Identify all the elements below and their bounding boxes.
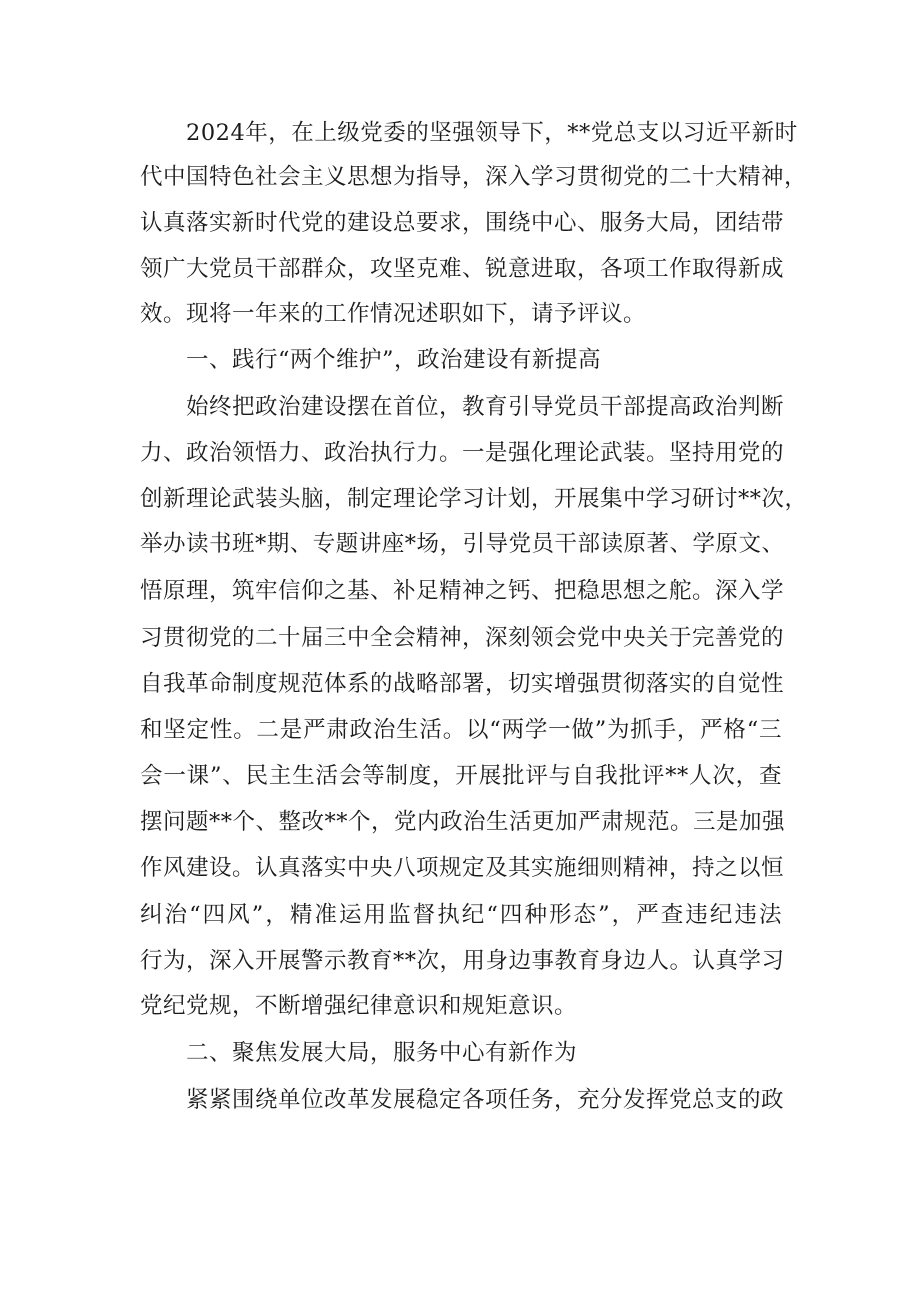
body-line: 力、政治领悟力、政治执行力。一是强化理论武装。坚持用党的 xyxy=(140,440,785,466)
body-line: 会一课”、民主生活会等制度，开展批评与自我批评**人次，查 xyxy=(140,763,782,789)
body-line: 习贯彻党的二十届三中全会精神，深刻领会党中央关于完善党的 xyxy=(140,625,785,651)
body-line: 紧紧围绕单位改革发展稳定各项任务，充分发挥党总支的政 xyxy=(186,1087,785,1113)
body-line: 始终把政治建设摆在首位，教育引导党员干部提高政治判断 xyxy=(186,394,785,420)
body-line: 作风建设。认真落实中央八项规定及其实施细则精神，持之以恒 xyxy=(140,855,785,881)
section-heading-1: 一、践行“两个维护”，政治建设有新提高 xyxy=(186,347,602,373)
body-line: 行为，深入开展警示教育**次，用身边事教育身边人。认真学习 xyxy=(140,948,785,974)
body-line: 纠治“四风”，精准运用监督执纪“四种形态”，严查违纪违法 xyxy=(140,902,782,928)
intro-line: 领广大党员干部群众，攻坚克难、锐意进取，各项工作取得新成 xyxy=(140,256,785,282)
body-line: 自我革命制度规范体系的战略部署，切实增强贯彻落实的自觉性 xyxy=(140,671,785,697)
body-line: 和坚定性。二是严肃政治生活。以“两学一做”为抓手，严格“三 xyxy=(140,717,782,743)
intro-line: 2024年，在上级党委的坚强领导下，**党总支以习近平新时 xyxy=(186,120,798,146)
body-line: 党纪党规，不断增强纪律意识和规矩意识。 xyxy=(140,993,578,1019)
intro-line: 代中国特色社会主义思想为指导，深入学习贯彻党的二十大精神， xyxy=(140,164,808,190)
body-line: 摆问题**个、整改**个，党内政治生活更加严肃规范。三是加强 xyxy=(140,809,786,835)
body-line: 举办读书班*期、专题讲座*场，引导党员干部读原著、学原文、 xyxy=(140,531,785,557)
section-heading-2: 二、聚焦发展大局，服务中心有新作为 xyxy=(186,1040,578,1066)
intro-line: 认真落实新时代党的建设总要求，围绕中心、服务大局，团结带 xyxy=(140,210,785,236)
body-line: 悟原理，筑牢信仰之基、补足精神之钙、把稳思想之舵。深入学 xyxy=(140,578,785,604)
body-line: 创新理论武装头脑，制定理论学习计划，开展集中学习研讨**次， xyxy=(140,486,808,512)
intro-line: 效。现将一年来的工作情况述职如下，请予评议。 xyxy=(140,301,647,327)
